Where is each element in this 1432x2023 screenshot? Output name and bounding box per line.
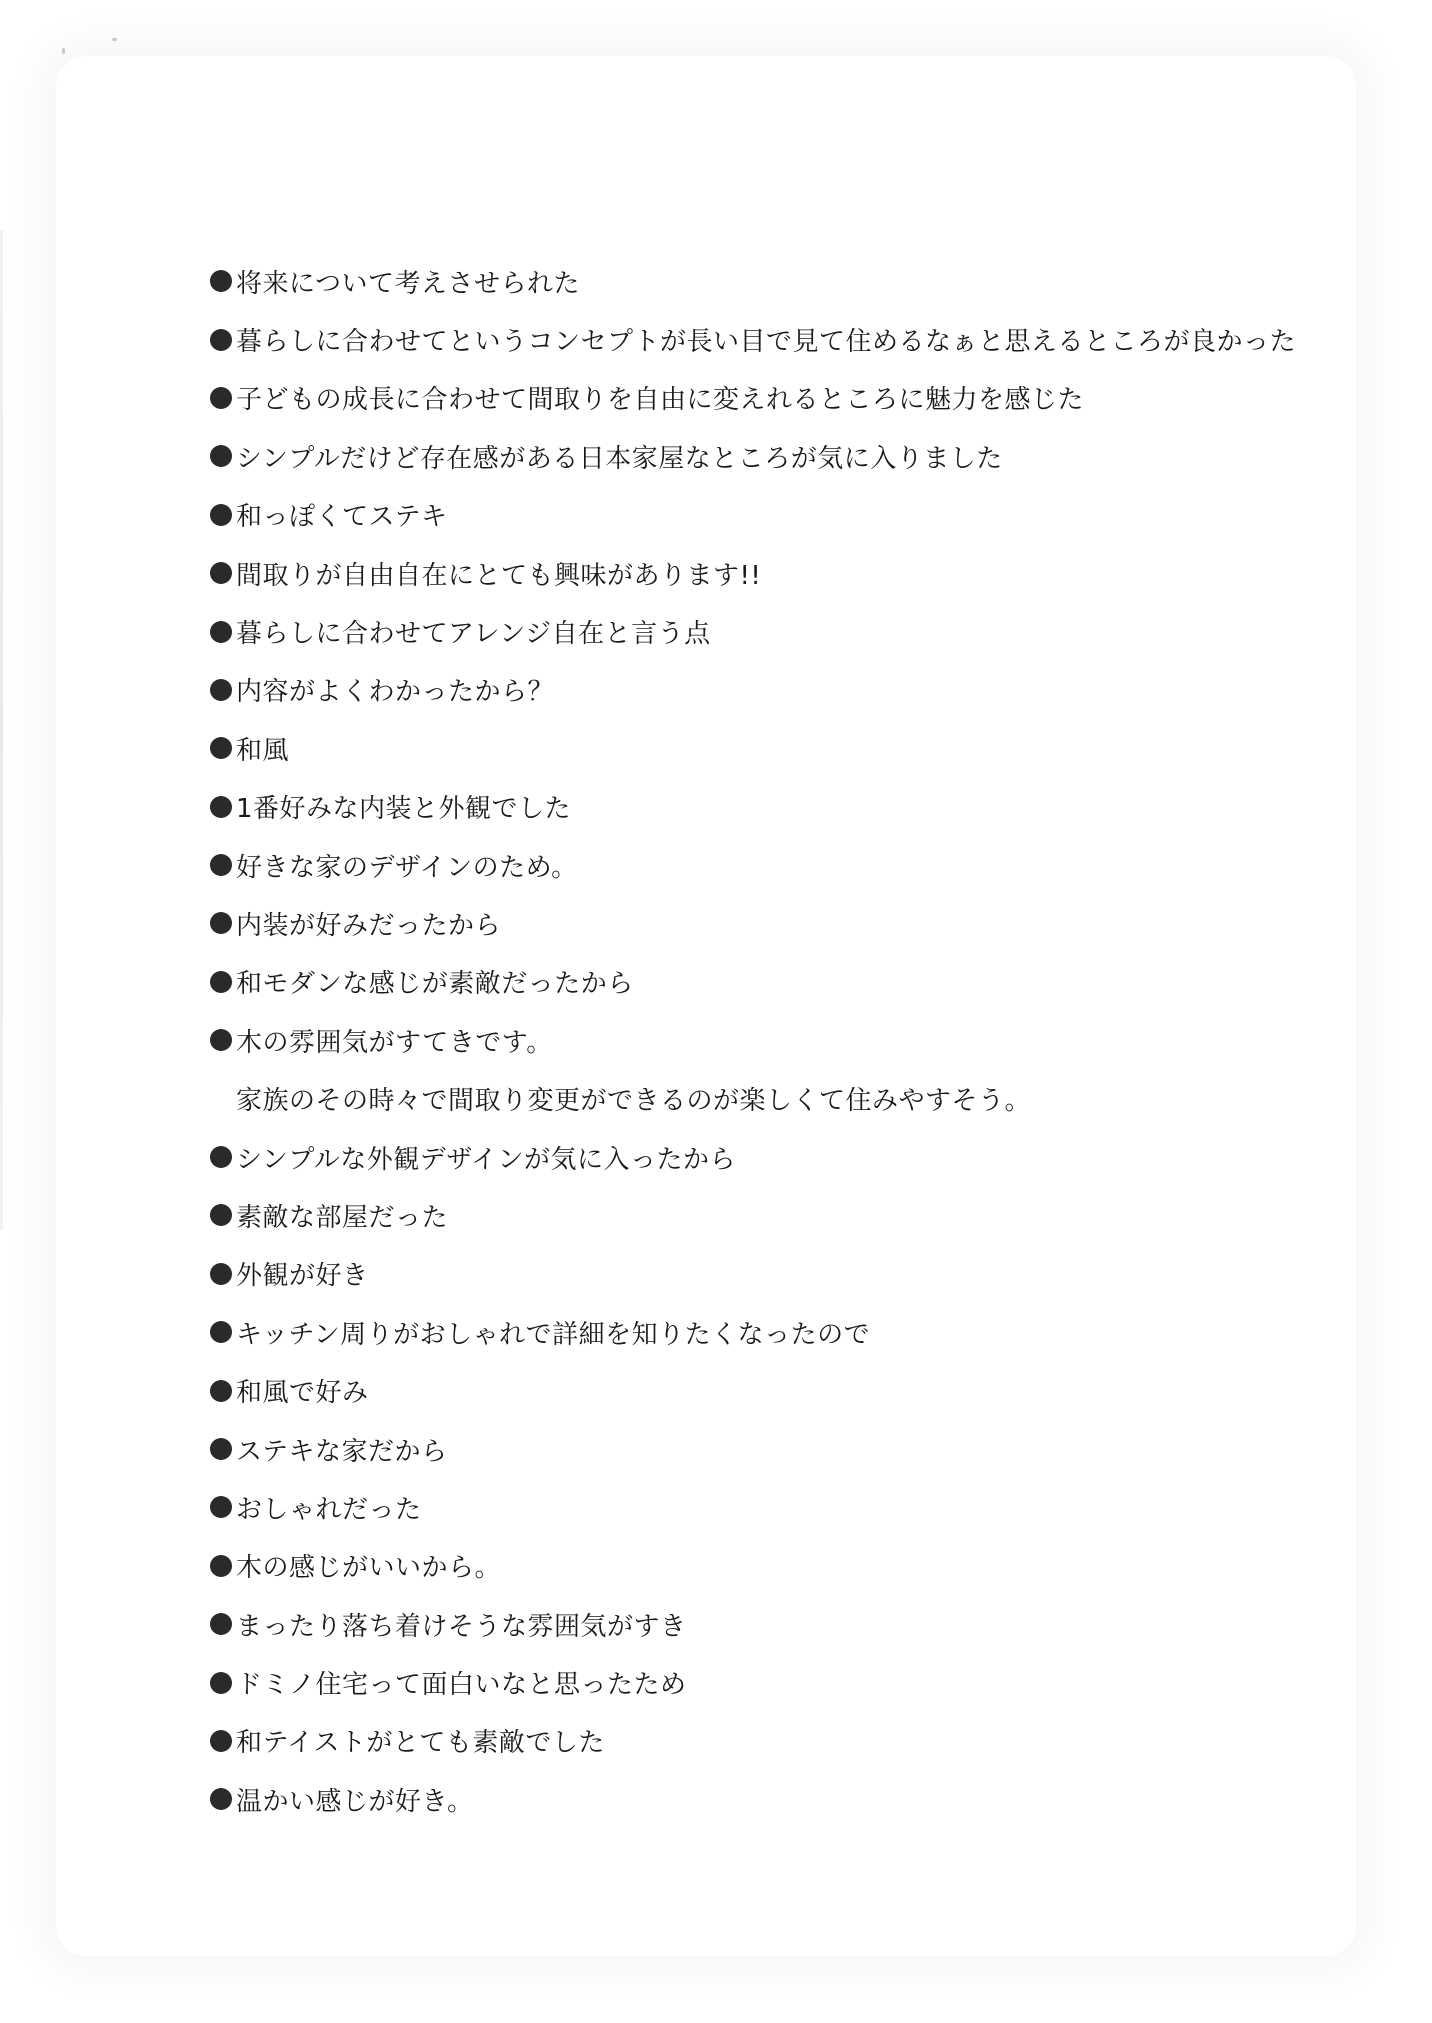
list-item — [210, 427, 1330, 485]
comment-text: 暮らしに合わせてアレンジ自在と言う点 — [236, 619, 711, 650]
list-item — [210, 602, 1330, 660]
comment-text: まったり落ち着けそうな雰囲気がすき — [236, 1611, 687, 1642]
list-item — [210, 894, 1330, 952]
list-item — [210, 369, 1330, 427]
list-item — [210, 1128, 1330, 1186]
list-item — [210, 778, 1330, 836]
comment-text: ステキな家だから — [236, 1436, 448, 1467]
bullet-icon — [210, 796, 232, 818]
bullet-icon — [210, 1788, 232, 1810]
bullet-icon — [210, 737, 232, 759]
comment-text: 好きな家のデザインのため。 — [236, 852, 578, 883]
comment-text: 暮らしに合わせてというコンセプトが長い目で見て住めるなぁと思えるところが良かった — [236, 327, 1297, 358]
comment-text: 将来について考えさせられた — [236, 268, 580, 299]
comment-text: 1番好みな内装と外観でした — [236, 794, 572, 825]
comment-text: 和モダンな感じが素敵だったから — [236, 969, 634, 1000]
comment-text: おしゃれだった — [236, 1494, 422, 1525]
list-item — [210, 486, 1330, 544]
bullet-icon — [210, 1146, 232, 1168]
list-item — [210, 1478, 1330, 1536]
comment-text: 子どもの成長に合わせて間取りを自由に変えれるところに魅力を感じた — [236, 385, 1085, 416]
bullet-icon — [210, 1555, 232, 1577]
list-item — [210, 661, 1330, 719]
list-item — [210, 1595, 1330, 1653]
comment-text: 木の感じがいいから。 — [236, 1553, 502, 1584]
bullet-icon — [210, 1321, 232, 1343]
comment-text: 家族のその時々で間取り変更ができるのが楽しくて住みやすそう。 — [236, 1086, 1032, 1117]
bullet-icon — [210, 1380, 232, 1402]
list-item — [210, 544, 1330, 602]
comment-text: 内容がよくわかったから？ — [236, 677, 555, 708]
bullet-icon — [210, 445, 232, 467]
bullet-icon — [210, 1263, 232, 1285]
comment-text: 間取りが自由自在にとても興味があります!! — [236, 560, 762, 591]
list-item-continuation — [210, 1069, 1330, 1127]
scan-speck — [62, 48, 65, 54]
comment-text: 和風 — [236, 735, 290, 766]
bullet-icon — [210, 854, 232, 876]
comment-text: シンプルだけど存在感がある日本家屋なところが気に入りました — [236, 443, 1003, 474]
list-item — [210, 1420, 1330, 1478]
bullet-icon — [210, 621, 232, 643]
bullet-icon — [210, 1672, 232, 1694]
comment-text: 和っぽくてステキ — [236, 502, 448, 533]
scan-edge-shadow — [0, 230, 3, 1230]
list-item — [210, 1186, 1330, 1244]
list-item — [210, 1245, 1330, 1303]
list-item — [210, 1361, 1330, 1419]
list-item — [210, 1653, 1330, 1711]
list-item — [210, 310, 1330, 368]
comment-text: 温かい感じが好き。 — [236, 1786, 474, 1817]
comment-text: キッチン周りがおしゃれで詳細を知りたくなったので — [236, 1319, 871, 1350]
list-item — [210, 1303, 1330, 1361]
list-item — [210, 1712, 1330, 1770]
comment-text: ドミノ住宅って面白いなと思ったため — [236, 1670, 687, 1701]
bullet-icon — [210, 1496, 232, 1518]
list-item — [210, 1011, 1330, 1069]
list-item — [210, 1770, 1330, 1828]
comment-text: 和テイストがとても素敵でした — [236, 1728, 605, 1759]
comment-text: 和風で好み — [236, 1378, 369, 1409]
comment-text: 木の雰囲気がすてきです。 — [236, 1027, 553, 1058]
comment-text: 素敵な部屋だった — [236, 1202, 449, 1233]
bullet-icon — [210, 562, 232, 584]
bullet-icon — [210, 1204, 232, 1226]
bullet-icon — [210, 1029, 232, 1051]
bullet-icon — [210, 270, 232, 292]
bullet-icon — [210, 971, 232, 993]
comment-text: 内装が好みだったから — [236, 910, 502, 941]
bullet-icon — [210, 1438, 232, 1460]
bullet-icon — [210, 1730, 232, 1752]
comment-text: シンプルな外観デザインが気に入ったから — [236, 1144, 736, 1175]
list-item — [210, 252, 1330, 310]
list-item — [210, 953, 1330, 1011]
comment-text: 外観が好き — [236, 1261, 369, 1292]
bullet-icon — [210, 679, 232, 701]
bullet-spacer — [210, 1088, 232, 1110]
list-item — [210, 836, 1330, 894]
bullet-icon — [210, 329, 232, 351]
comment-list — [210, 252, 1330, 1829]
bullet-icon — [210, 387, 232, 409]
bullet-icon — [210, 1613, 232, 1635]
list-item — [210, 719, 1330, 777]
bullet-icon — [210, 912, 232, 934]
bullet-icon — [210, 504, 232, 526]
scan-speck — [112, 38, 117, 41]
list-item — [210, 1537, 1330, 1595]
